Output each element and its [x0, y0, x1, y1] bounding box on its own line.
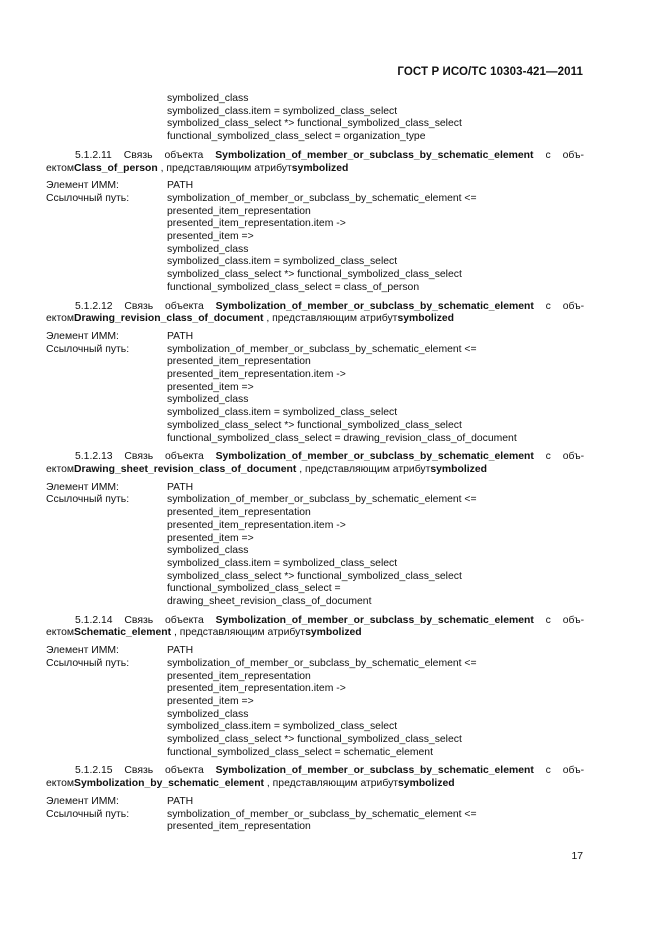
- ref-path-line: symbolized_class_select *> functional_symbolized_class_select: [167, 734, 462, 746]
- heading-text: Связь объекта: [124, 451, 204, 463]
- object-name: Symbolization_by_schematic_element: [74, 778, 265, 790]
- section-heading: [46, 150, 584, 175]
- section-number: 5.1.2.15: [75, 765, 113, 777]
- ref-path-line: symbolized_class.item = symbolized_class_select: [167, 407, 398, 419]
- object-name: Schematic_element: [74, 627, 172, 639]
- ref-path-line: presented_item_representation: [167, 356, 311, 368]
- reference-path-label: Ссылочный путь:: [46, 494, 130, 506]
- reference-path-lines: [167, 809, 584, 834]
- section-5-1-2-15: [46, 765, 584, 834]
- ref-path-line: functional_symbolized_class_select =: [167, 583, 341, 595]
- attribute-name: symbolized: [398, 778, 455, 790]
- ref-path-line: symbolized_class: [167, 243, 249, 255]
- ref-path-line: functional_symbolized_class_select = drawing_revision_class_of_document: [167, 432, 517, 444]
- page-number: 17: [571, 851, 583, 862]
- section-number: 5.1.2.12: [75, 300, 113, 312]
- heading-text: , представляющим атрибут: [266, 313, 398, 325]
- heading-text: с объ-ектом: [46, 451, 585, 475]
- ref-path-line: presented_item =>: [167, 231, 254, 243]
- ref-path-line: symbolization_of_member_or_subclass_by_schematic_element <=: [167, 808, 477, 820]
- element-label: Элемент ИММ:: [46, 180, 119, 192]
- element-value: PATH: [167, 795, 194, 807]
- ref-path-line: presented_item =>: [167, 532, 254, 544]
- ref-path-line: symbolization_of_member_or_subclass_by_schematic_element <=: [167, 343, 477, 355]
- ref-path-line: presented_item_representation: [167, 821, 311, 833]
- ref-path-line: symbolization_of_member_or_subclass_by_schematic_element <=: [167, 657, 477, 669]
- ref-path-line: symbolized_class: [167, 93, 249, 104]
- reference-path-row: [46, 658, 584, 760]
- element-row: [46, 180, 584, 193]
- ref-path-line: symbolized_class.item = symbolized_class_select: [167, 721, 398, 733]
- heading-text: , представляющим атрибут: [266, 778, 399, 790]
- reference-path-row: [46, 809, 584, 834]
- ref-path-line: presented_item =>: [167, 695, 254, 707]
- page-content: [46, 93, 584, 834]
- reference-path-lines: [167, 344, 584, 446]
- ref-path-line: symbolized_class_select *> functional_symbolized_class_select: [167, 269, 462, 281]
- heading-text: с объ-ектом: [46, 765, 585, 790]
- ref-path-line: presented_item_representation.item ->: [167, 519, 346, 531]
- heading-text: Связь объекта: [124, 300, 204, 312]
- reference-path-label: Ссылочный путь:: [46, 343, 130, 355]
- entity-name: Symbolization_of_member_or_subclass_by_schematic_element: [215, 765, 534, 777]
- ref-path-line: symbolized_class_select *> functional_symbolized_class_select: [167, 419, 462, 431]
- element-value: PATH: [167, 330, 194, 342]
- section-heading: [46, 301, 584, 326]
- entity-name: Symbolization_of_member_or_subclass_by_schematic_element: [215, 149, 534, 161]
- entity-name: Symbolization_of_member_or_subclass_by_schematic_element: [215, 300, 534, 312]
- heading-text: , представляющим атрибут: [299, 463, 431, 475]
- document-header: ГОСТ Р ИСО/ТС 10303-421—2011: [397, 66, 583, 78]
- reference-path-row: [46, 344, 584, 446]
- element-label: Элемент ИММ:: [46, 795, 119, 807]
- element-row: [46, 645, 584, 658]
- reference-path-lines: [167, 658, 584, 760]
- object-name: Drawing_sheet_revision_class_of_document: [74, 463, 297, 475]
- section-heading: [46, 765, 584, 790]
- heading-text: с объ-ектом: [46, 614, 585, 639]
- reference-path-lines: [167, 193, 584, 295]
- element-value: PATH: [167, 481, 194, 493]
- section-5-1-2-13: [46, 451, 584, 608]
- section-5-1-2-12: [46, 301, 584, 446]
- reference-path-label: Ссылочный путь:: [46, 192, 130, 204]
- reference-path-label: Ссылочный путь:: [46, 657, 130, 669]
- element-row: [46, 331, 584, 344]
- section-number: 5.1.2.11: [75, 149, 112, 161]
- ref-path-line: presented_item_representation.item ->: [167, 683, 346, 695]
- element-row: [46, 482, 584, 495]
- continued-reference-path: [46, 93, 584, 144]
- heading-text: Связь объекта: [123, 149, 204, 161]
- reference-path-row: [46, 193, 584, 295]
- section-heading: [46, 615, 584, 640]
- heading-text: Связь объекта: [124, 765, 204, 777]
- attribute-name: symbolized: [430, 463, 487, 475]
- ref-path-line: functional_symbolized_class_select = schematic_element: [167, 746, 433, 758]
- heading-text: , представляющим атрибут: [160, 162, 292, 174]
- entity-name: Symbolization_of_member_or_subclass_by_schematic_element: [215, 614, 534, 626]
- element-label: Элемент ИММ:: [46, 645, 119, 657]
- attribute-name: symbolized: [291, 162, 349, 174]
- section-5-1-2-11: [46, 150, 584, 295]
- ref-path-line: presented_item =>: [167, 381, 254, 393]
- ref-path-line: drawing_sheet_revision_class_of_document: [167, 596, 372, 608]
- element-value: PATH: [167, 180, 194, 192]
- ref-path-line: presented_item_representation.item ->: [167, 218, 346, 230]
- reference-path-label: Ссылочный путь:: [46, 808, 130, 820]
- ref-path-line: symbolized_class_select *> functional_symbolized_class_select: [167, 570, 462, 582]
- section-number: 5.1.2.14: [75, 614, 113, 626]
- attribute-name: symbolized: [305, 627, 362, 639]
- ref-path-line: symbolized_class: [167, 708, 249, 720]
- ref-path-line: presented_item_representation.item ->: [167, 369, 346, 381]
- ref-path-line: presented_item_representation: [167, 507, 311, 519]
- attribute-name: symbolized: [397, 313, 455, 325]
- ref-path-line: symbolization_of_member_or_subclass_by_schematic_element <=: [167, 494, 477, 506]
- ref-path-line: functional_symbolized_class_select = class_of_person: [167, 281, 420, 293]
- heading-text: Связь объекта: [124, 614, 204, 626]
- element-label: Элемент ИММ:: [46, 481, 119, 493]
- object-name: Class_of_person: [74, 162, 158, 174]
- section-heading: [46, 451, 584, 476]
- ref-path-line: presented_item_representation: [167, 205, 311, 217]
- element-label: Элемент ИММ:: [46, 330, 119, 342]
- ref-path-line: symbolized_class: [167, 394, 249, 406]
- ref-path-line: functional_symbolized_class_select = organization_type: [167, 131, 426, 143]
- ref-path-line: symbolized_class: [167, 545, 249, 557]
- ref-path-line: symbolized_class.item = symbolized_class_select: [167, 557, 398, 569]
- heading-text: , представляющим атрибут: [173, 627, 306, 639]
- heading-text: с объ-ектом: [46, 149, 584, 174]
- reference-path-lines: [167, 494, 584, 608]
- ref-path-line: symbolized_class.item = symbolized_class_select: [167, 105, 398, 117]
- element-value: PATH: [167, 645, 194, 657]
- object-name: Drawing_revision_class_of_document: [74, 313, 264, 325]
- ref-path-line: symbolized_class_select *> functional_symbolized_class_select: [167, 118, 462, 130]
- section-number: 5.1.2.13: [75, 451, 113, 463]
- ref-path-line: symbolized_class.item = symbolized_class_select: [167, 256, 398, 268]
- sections-container: [46, 150, 584, 834]
- heading-text: с объ-ектом: [46, 300, 585, 325]
- entity-name: Symbolization_of_member_or_subclass_by_schematic_element: [215, 451, 534, 463]
- ref-path-line: symbolization_of_member_or_subclass_by_schematic_element <=: [167, 192, 477, 204]
- section-5-1-2-14: [46, 615, 584, 760]
- element-row: [46, 796, 584, 809]
- reference-path-row: [46, 494, 584, 608]
- ref-path-line: presented_item_representation: [167, 670, 311, 682]
